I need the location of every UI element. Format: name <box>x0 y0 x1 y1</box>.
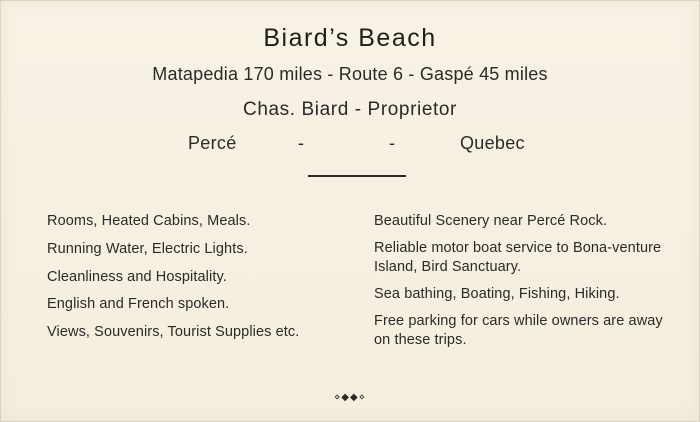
amenities-left-column <box>47 212 347 351</box>
amenity-item: Running Water, Electric Lights. <box>47 240 248 257</box>
amenity-item: Reliable motor boat service to Bona-venture Island, Bird Sanctuary. <box>374 240 662 275</box>
amenity-item: Views, Souvenirs, Tourist Supplies etc. <box>47 324 300 341</box>
amenity-item: English and French spoken. <box>47 296 230 313</box>
amenities-right-column <box>374 212 674 358</box>
card-title: Biard’s Beach <box>263 24 437 52</box>
amenity-item: Sea bathing, Boating, Fishing, Hiking. <box>374 286 620 302</box>
proprietor-line: Chas. Biard - Proprietor <box>243 99 457 120</box>
location-dash-1: - <box>298 133 305 153</box>
ornament-icon: ⋄◆◆⋄ <box>334 392 366 403</box>
amenity-item: Free parking for cars while owners are away on these trips. <box>374 313 663 348</box>
route-line: Matapedia 170 miles - Route 6 - Gaspé 45 miles <box>152 64 548 84</box>
location-province: Quebec <box>460 133 525 153</box>
divider-rule <box>308 175 406 177</box>
location-town: Percé <box>188 133 237 153</box>
location-dash-2: - <box>389 133 396 153</box>
amenity-item: Rooms, Heated Cabins, Meals. <box>47 213 251 229</box>
amenity-item: Beautiful Scenery near Percé Rock. <box>374 213 608 229</box>
amenity-item: Cleanliness and Hospitality. <box>47 268 227 285</box>
